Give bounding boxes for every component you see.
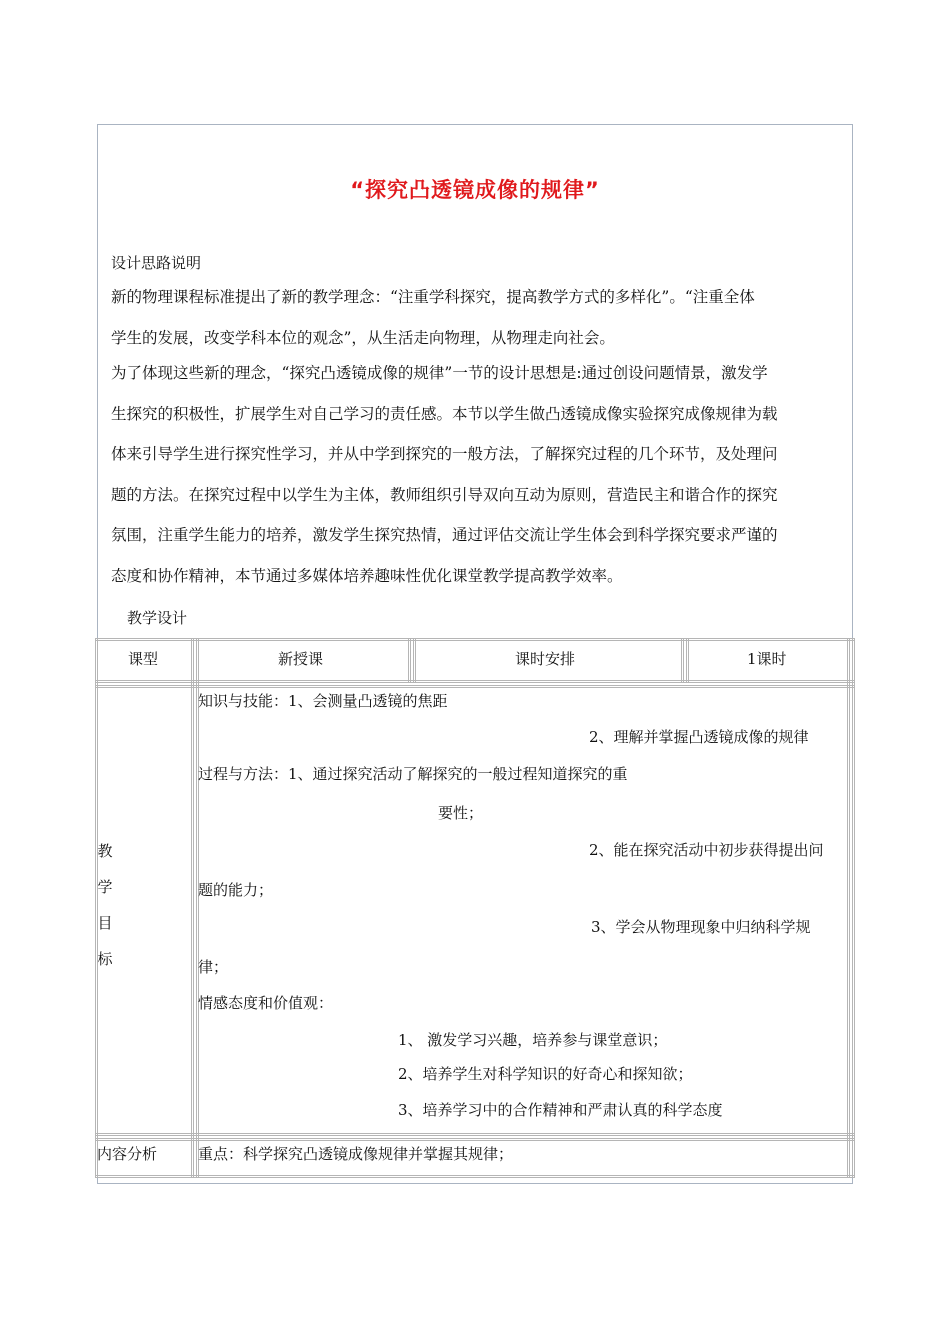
- design-heading: 教学设计: [127, 609, 188, 627]
- schedule-label: 课时安排: [515, 650, 576, 668]
- section-heading: 设计思路说明: [111, 254, 202, 272]
- content-analysis-label: 内容分析: [97, 1145, 158, 1163]
- objective-knowledge-1: 知识与技能：1、会测量凸透镜的焦距: [198, 692, 448, 710]
- content-analysis-value: 重点：科学探究凸透镜成像规律并掌握其规律；: [198, 1145, 514, 1163]
- objective-attitude-3: 3、培养学习中的合作精神和严肃认真的科学态度: [398, 1101, 723, 1119]
- objective-process-1a: 过程与方法：1、通过探究活动了解探究的一般过程知道探究的重: [198, 765, 628, 783]
- table-col-divider: [196, 638, 199, 1178]
- objective-process-3b: 律；: [198, 958, 229, 976]
- paragraph-2-line: 态度和协作精神，本节通过多媒体培养趣味性优化课堂教学提高教学效率。: [111, 566, 623, 585]
- objective-process-3a: 3、学会从物理现象中归纳科学规: [591, 918, 811, 936]
- paragraph-2: [111, 353, 841, 596]
- table-col-divider: [408, 638, 411, 683]
- table-col-divider: [413, 638, 416, 683]
- objectives-label-char: 学: [97, 878, 113, 896]
- table-col-divider: [847, 638, 850, 1178]
- table-border-right: [852, 638, 855, 1178]
- schedule-value: 1课时: [747, 650, 787, 668]
- lesson-type-value: 新授课: [278, 650, 324, 668]
- objectives-label-char: 目: [97, 914, 113, 932]
- objective-process-2b: 题的能力；: [198, 881, 274, 899]
- lesson-type-label: 课型: [128, 650, 159, 668]
- objective-process-2a: 2、能在探究活动中初步获得提出问: [589, 841, 824, 859]
- objectives-label: [95, 833, 115, 977]
- table-border-top: [95, 638, 855, 641]
- paragraph-1-line: 新的物理课程标准提出了新的教学理念：“注重学科探究，提高教学方式的多样化”。“注重全体: [111, 288, 755, 306]
- table-row-divider: [95, 1138, 855, 1141]
- objective-attitude-2: 2、培养学生对科学知识的好奇心和探知欲；: [398, 1065, 693, 1083]
- objective-knowledge-2: 2、理解并掌握凸透镜成像的规律: [589, 728, 809, 746]
- table-col-divider: [191, 638, 194, 1178]
- table-row-divider: [95, 680, 855, 683]
- paragraph-2-line: 题的方法。在探究过程中以学生为主体，教师组织引导双向互动为原则，营造民主和谐合作的探究: [111, 485, 778, 504]
- table-col-divider: [686, 638, 689, 683]
- table-col-divider: [681, 638, 684, 683]
- table-row-divider: [95, 1133, 855, 1136]
- objectives-label-char: 标: [97, 950, 113, 968]
- paragraph-2-line: 氛围，注重学生能力的培养，激发学生探究热情，通过评估交流让学生体会到科学探究要求严谨的: [111, 526, 778, 544]
- paragraph-2-line: 生探究的积极性，扩展学生对自己学习的责任感。本节以学生做凸透镜成像实验探究成像规律为载: [111, 404, 778, 423]
- table-border-bottom: [95, 1175, 855, 1178]
- objective-process-1b: 要性；: [438, 804, 484, 822]
- document-title: “探究凸透镜成像的规律”: [350, 178, 600, 202]
- paragraph-1-line: 学生的发展，改变学科本位的观念”，从生活走向物理，从物理走向社会。: [111, 328, 615, 347]
- table-row-divider: [95, 685, 855, 688]
- objective-attitude-1: 1、 激发学习兴趣，培养参与课堂意识；: [398, 1031, 668, 1049]
- objectives-label-char: 教: [97, 842, 113, 860]
- paragraph-1: [111, 277, 841, 358]
- objective-attitude-heading: 情感态度和价值观：: [198, 994, 334, 1012]
- paragraph-2-line: 为了体现这些新的理念，“探究凸透镜成像的规律”一节的设计思想是:通过创设问题情景，激发学: [111, 364, 768, 382]
- paragraph-2-line: 体来引导学生进行探究性学习，并从中学到探究的一般方法，了解探究过程的几个环节，及处理问: [111, 445, 778, 463]
